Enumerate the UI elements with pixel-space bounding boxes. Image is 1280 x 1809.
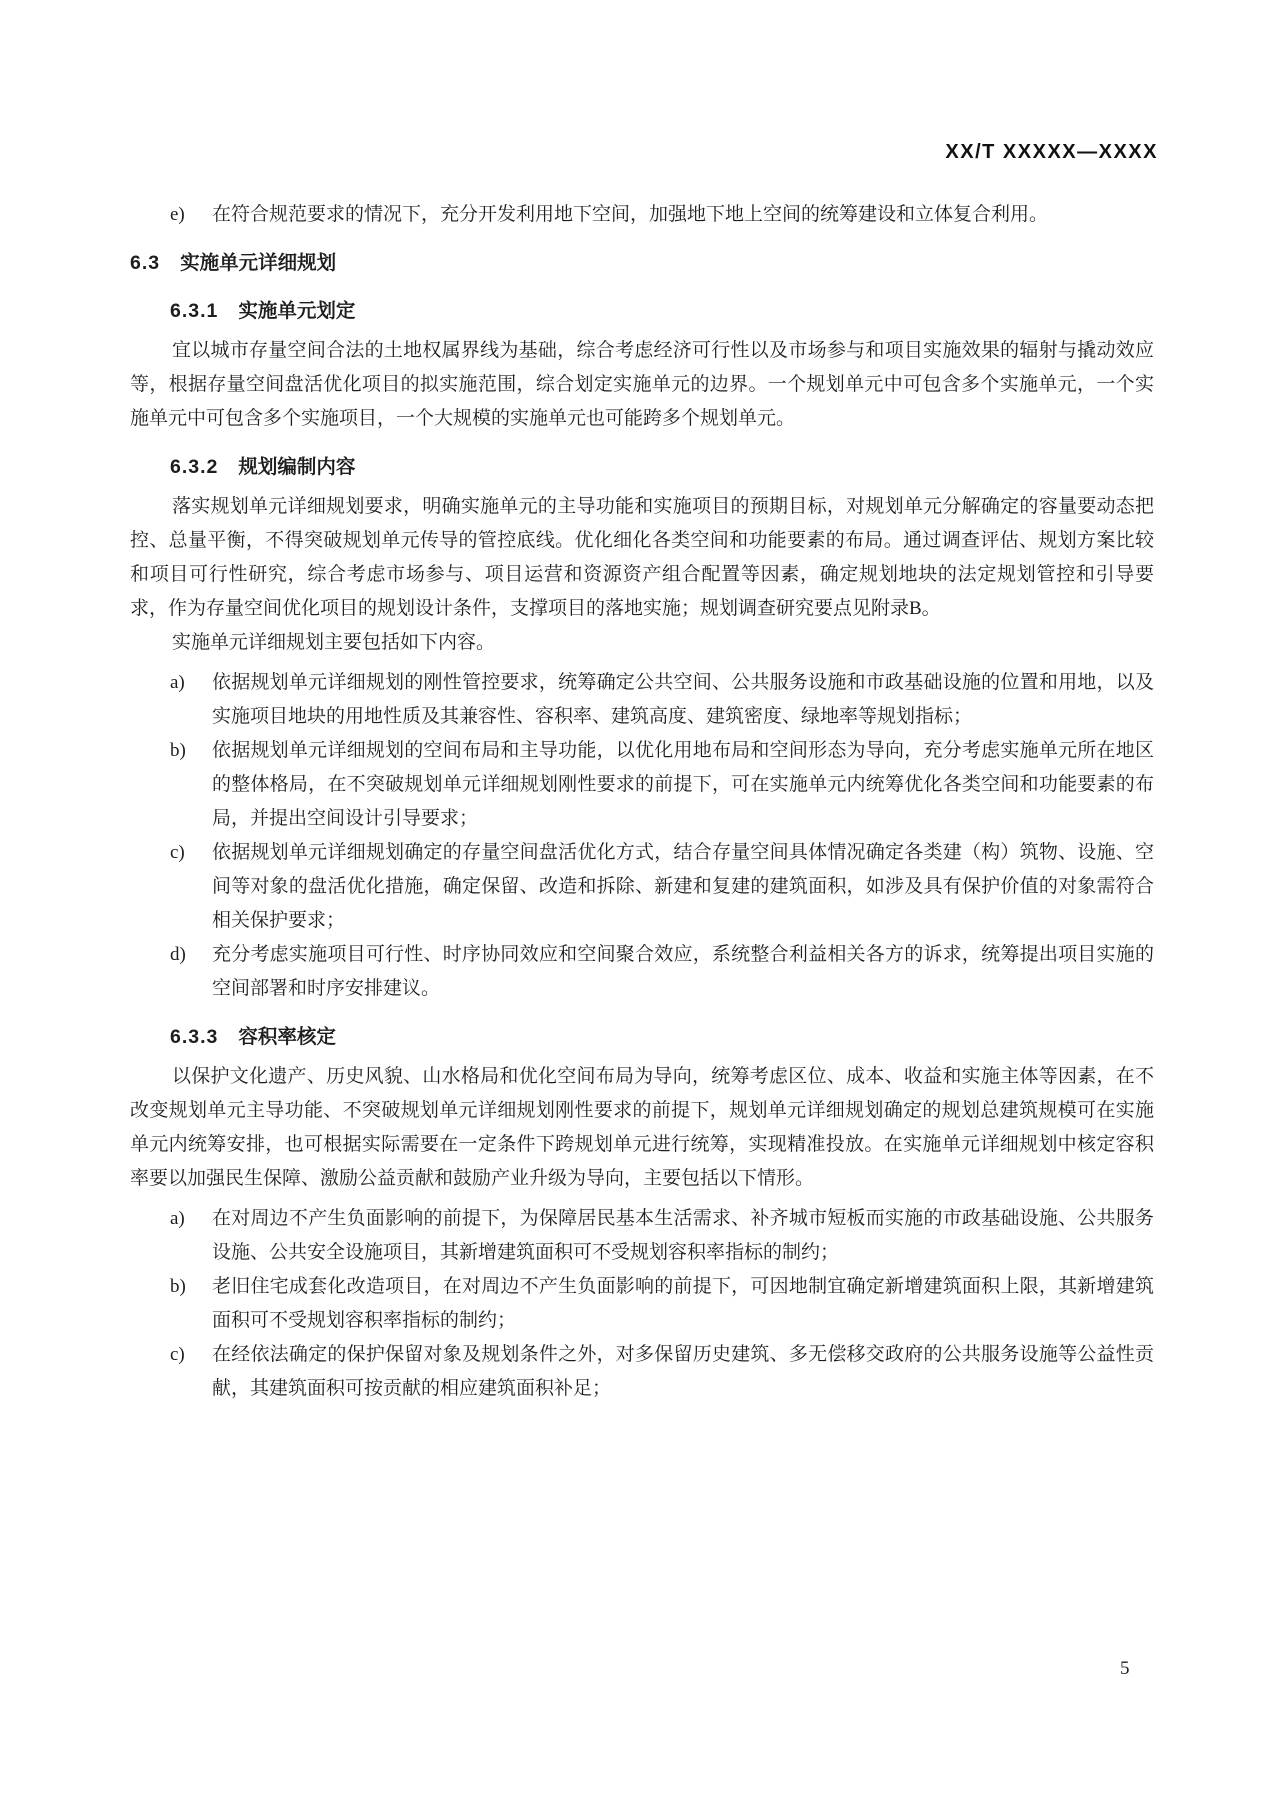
clause-item-e bbox=[170, 198, 1154, 232]
heading-number: 6.3 bbox=[130, 252, 161, 274]
list-text: 依据规划单元详细规划的刚性管控要求，统筹确定公共空间、公共服务设施和市政基础设施的位置和用地，以及实施项目地块的用地性质及其兼容性、容积率、建筑高度、建筑密度、绿地率等规划指标； bbox=[212, 672, 1154, 727]
clause-item-c bbox=[170, 1338, 1154, 1406]
paragraph-6-3-2-main: 落实规划单元详细规划要求，明确实施单元的主导功能和实施项目的预期目标，对规划单元分解确定的容量要动态把控、总量平衡，不得突破规划单元传导的管控底线。优化细化各类空间和功能要素的布局。通过调查评估、规划方案比较和项目可行性研究，综合考虑市场参与、项目运营和资源资产组合配置等因素，确定规划地块的法定规划管控和引导要求，作为存量空间优化项目的规划设计条件，支撑项目的落地实施；规划调查研究要点见附录B。 bbox=[130, 496, 1154, 619]
list-label: b) bbox=[170, 740, 186, 761]
heading-number: 6.3.1 bbox=[170, 300, 219, 322]
list-label: e) bbox=[170, 204, 185, 225]
clause-item-c bbox=[170, 836, 1154, 938]
heading-title: 实施单元划定 bbox=[238, 300, 356, 322]
page-number: 5 bbox=[1120, 1658, 1130, 1679]
list-label: c) bbox=[170, 842, 185, 863]
list-text: 依据规划单元详细规划确定的存量空间盘活优化方式，结合存量空间具体情况确定各类建（构）筑物、设施、空间等对象的盘活优化措施，确定保留、改造和拆除、新建和复建的建筑面积，如涉及具有保护价值的对象需符合相关保护要求； bbox=[212, 842, 1154, 931]
list-label: c) bbox=[170, 1344, 185, 1365]
clause-item-a bbox=[170, 1202, 1154, 1270]
section-heading-6-3-2 bbox=[170, 450, 1154, 484]
list-label: b) bbox=[170, 1276, 186, 1297]
standard-code-header: XX/T XXXXX—XXXX bbox=[945, 141, 1158, 163]
list-text: 依据规划单元详细规划的空间布局和主导功能，以优化用地布局和空间形态为导向，充分考虑实施单元所在地区的整体格局，在不突破规划单元详细规划刚性要求的前提下，可在实施单元内统筹优化各类空间和功能要素的布局，并提出空间设计引导要求； bbox=[212, 740, 1154, 829]
list-text: 充分考虑实施项目可行性、时序协同效应和空间聚合效应，系统整合利益相关各方的诉求，统筹提出项目实施的空间部署和时序安排建议。 bbox=[212, 944, 1154, 999]
clause-item-b bbox=[170, 734, 1154, 836]
paragraph-6-3-1: 宜以城市存量空间合法的土地权属界线为基础，综合考虑经济可行性以及市场参与和项目实施效果的辐射与撬动效应等，根据存量空间盘活优化项目的拟实施范围，综合划定实施单元的边界。一个规划单元中可包含多个实施单元，一个实施单元中可包含多个实施项目，一个大规模的实施单元也可能跨多个规划单元。 bbox=[130, 340, 1154, 429]
paragraph-6-3-2-intro: 实施单元详细规划主要包括如下内容。 bbox=[172, 632, 496, 653]
heading-title: 规划编制内容 bbox=[238, 456, 356, 478]
heading-title: 实施单元详细规划 bbox=[180, 252, 337, 274]
list-label: a) bbox=[170, 672, 185, 693]
clause-item-b bbox=[170, 1270, 1154, 1338]
list-text: 在对周边不产生负面影响的前提下，为保障居民基本生活需求、补齐城市短板而实施的市政基础设施、公共服务设施、公共安全设施项目，其新增建筑面积可不受规划容积率指标的制约； bbox=[212, 1208, 1154, 1263]
list-text: 老旧住宅成套化改造项目，在对周边不产生负面影响的前提下，可因地制宜确定新增建筑面积上限，其新增建筑面积可不受规划容积率指标的制约； bbox=[212, 1276, 1154, 1331]
document-body bbox=[130, 198, 1154, 1406]
heading-title: 容积率核定 bbox=[238, 1026, 336, 1048]
list-label: a) bbox=[170, 1208, 185, 1229]
list-label: d) bbox=[170, 944, 186, 965]
section-heading-6-3-3 bbox=[170, 1020, 1154, 1054]
heading-number: 6.3.3 bbox=[170, 1026, 219, 1048]
clause-item-d bbox=[170, 938, 1154, 1006]
clause-list-6-3-2 bbox=[170, 666, 1154, 1006]
clause-item-a bbox=[170, 666, 1154, 734]
heading-number: 6.3.2 bbox=[170, 456, 219, 478]
clause-list-6-3-3 bbox=[170, 1202, 1154, 1406]
section-heading-6-3 bbox=[130, 246, 1154, 280]
list-text: 在经依法确定的保护保留对象及规划条件之外，对多保留历史建筑、多无偿移交政府的公共服务设施等公益性贡献，其建筑面积可按贡献的相应建筑面积补足； bbox=[212, 1344, 1154, 1399]
paragraph-6-3-3-main: 以保护文化遗产、历史风貌、山水格局和优化空间布局为导向，统筹考虑区位、成本、收益和实施主体等因素，在不改变规划单元主导功能、不突破规划单元详细规划刚性要求的前提下，规划单元详细规划确定的规划总建筑规模可在实施单元内统筹安排，也可根据实际需要在一定条件下跨规划单元进行统筹，实现精准投放。在实施单元详细规划中核定容积率要以加强民生保障、激励公益贡献和鼓励产业升级为导向，主要包括以下情形。 bbox=[130, 1066, 1154, 1189]
list-text: 在符合规范要求的情况下，充分开发利用地下空间，加强地下地上空间的统筹建设和立体复合利用。 bbox=[212, 204, 1049, 225]
section-heading-6-3-1 bbox=[170, 294, 1154, 328]
